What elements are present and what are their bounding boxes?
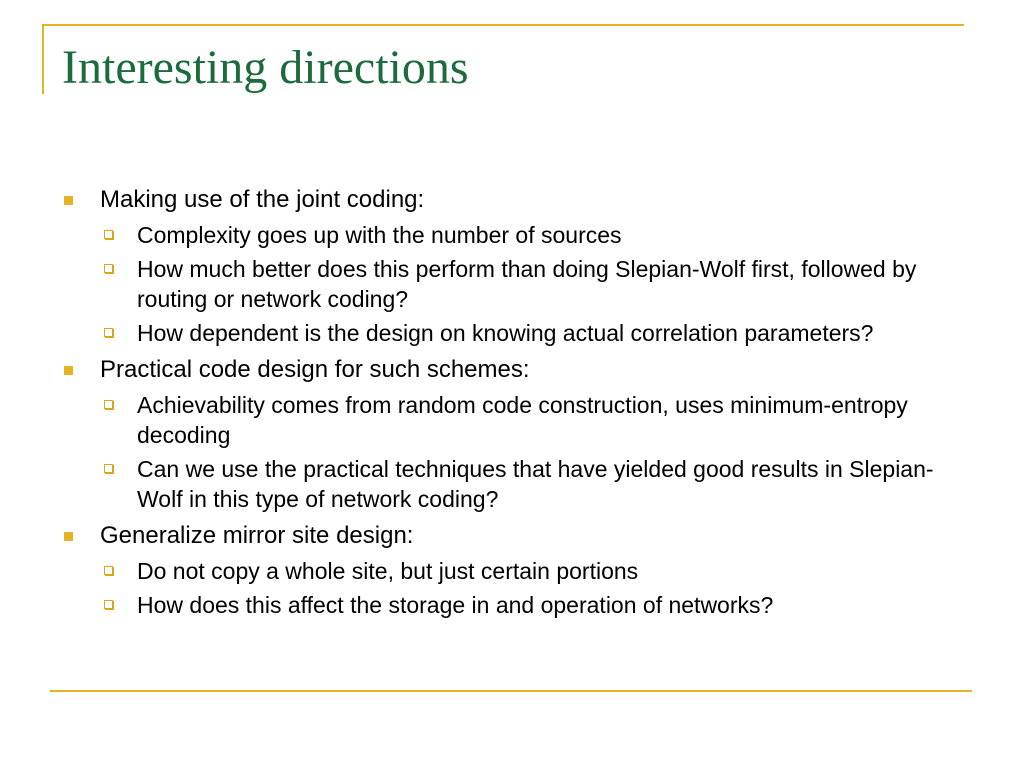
sub-bullet-text: How dependent is the design on knowing actual correlation parameters? xyxy=(137,320,874,346)
square-bullet-icon xyxy=(64,532,73,541)
hollow-square-bullet-icon xyxy=(104,328,113,337)
bullet-list xyxy=(60,184,965,620)
hollow-square-bullet-icon xyxy=(104,600,113,609)
sub-bullet-text: How does this affect the storage in and operation of networks? xyxy=(137,592,774,618)
sub-bullet-item xyxy=(100,318,965,348)
bullet-item xyxy=(60,184,965,348)
bottom-rule xyxy=(50,690,972,692)
slide-content xyxy=(60,184,965,620)
hollow-square-bullet-icon xyxy=(104,400,113,409)
sub-bullet-item xyxy=(100,254,965,314)
sub-bullet-text: Achievability comes from random code construction, uses minimum-entropy decoding xyxy=(137,392,908,448)
sub-bullet-list xyxy=(100,556,965,620)
hollow-square-bullet-icon xyxy=(104,464,113,473)
bullet-text: Practical code design for such schemes: xyxy=(100,356,530,383)
sub-bullet-text: How much better does this perform than doing Slepian-Wolf first, followed by routing or network coding? xyxy=(137,256,917,312)
hollow-square-bullet-icon xyxy=(104,566,113,575)
sub-bullet-text: Can we use the practical techniques that have yielded good results in Slepian-Wolf in this type of network coding? xyxy=(137,456,934,512)
bullet-item xyxy=(60,520,965,620)
square-bullet-icon xyxy=(64,196,73,205)
left-rule xyxy=(42,24,44,94)
sub-bullet-list xyxy=(100,390,965,514)
sub-bullet-item xyxy=(100,556,965,586)
hollow-square-bullet-icon xyxy=(104,264,113,273)
sub-bullet-item xyxy=(100,454,965,514)
slide-title: Interesting directions xyxy=(62,41,469,94)
sub-bullet-list xyxy=(100,220,965,348)
bullet-text: Making use of the joint coding: xyxy=(100,186,425,213)
hollow-square-bullet-icon xyxy=(104,230,113,239)
top-rule xyxy=(42,24,964,26)
bullet-item xyxy=(60,354,965,514)
bullet-text: Generalize mirror site design: xyxy=(100,522,414,549)
square-bullet-icon xyxy=(64,366,73,375)
sub-bullet-text: Do not copy a whole site, but just certain portions xyxy=(137,558,639,584)
sub-bullet-item xyxy=(100,390,965,450)
sub-bullet-item xyxy=(100,220,965,250)
sub-bullet-text: Complexity goes up with the number of sources xyxy=(137,222,622,248)
sub-bullet-item xyxy=(100,590,965,620)
